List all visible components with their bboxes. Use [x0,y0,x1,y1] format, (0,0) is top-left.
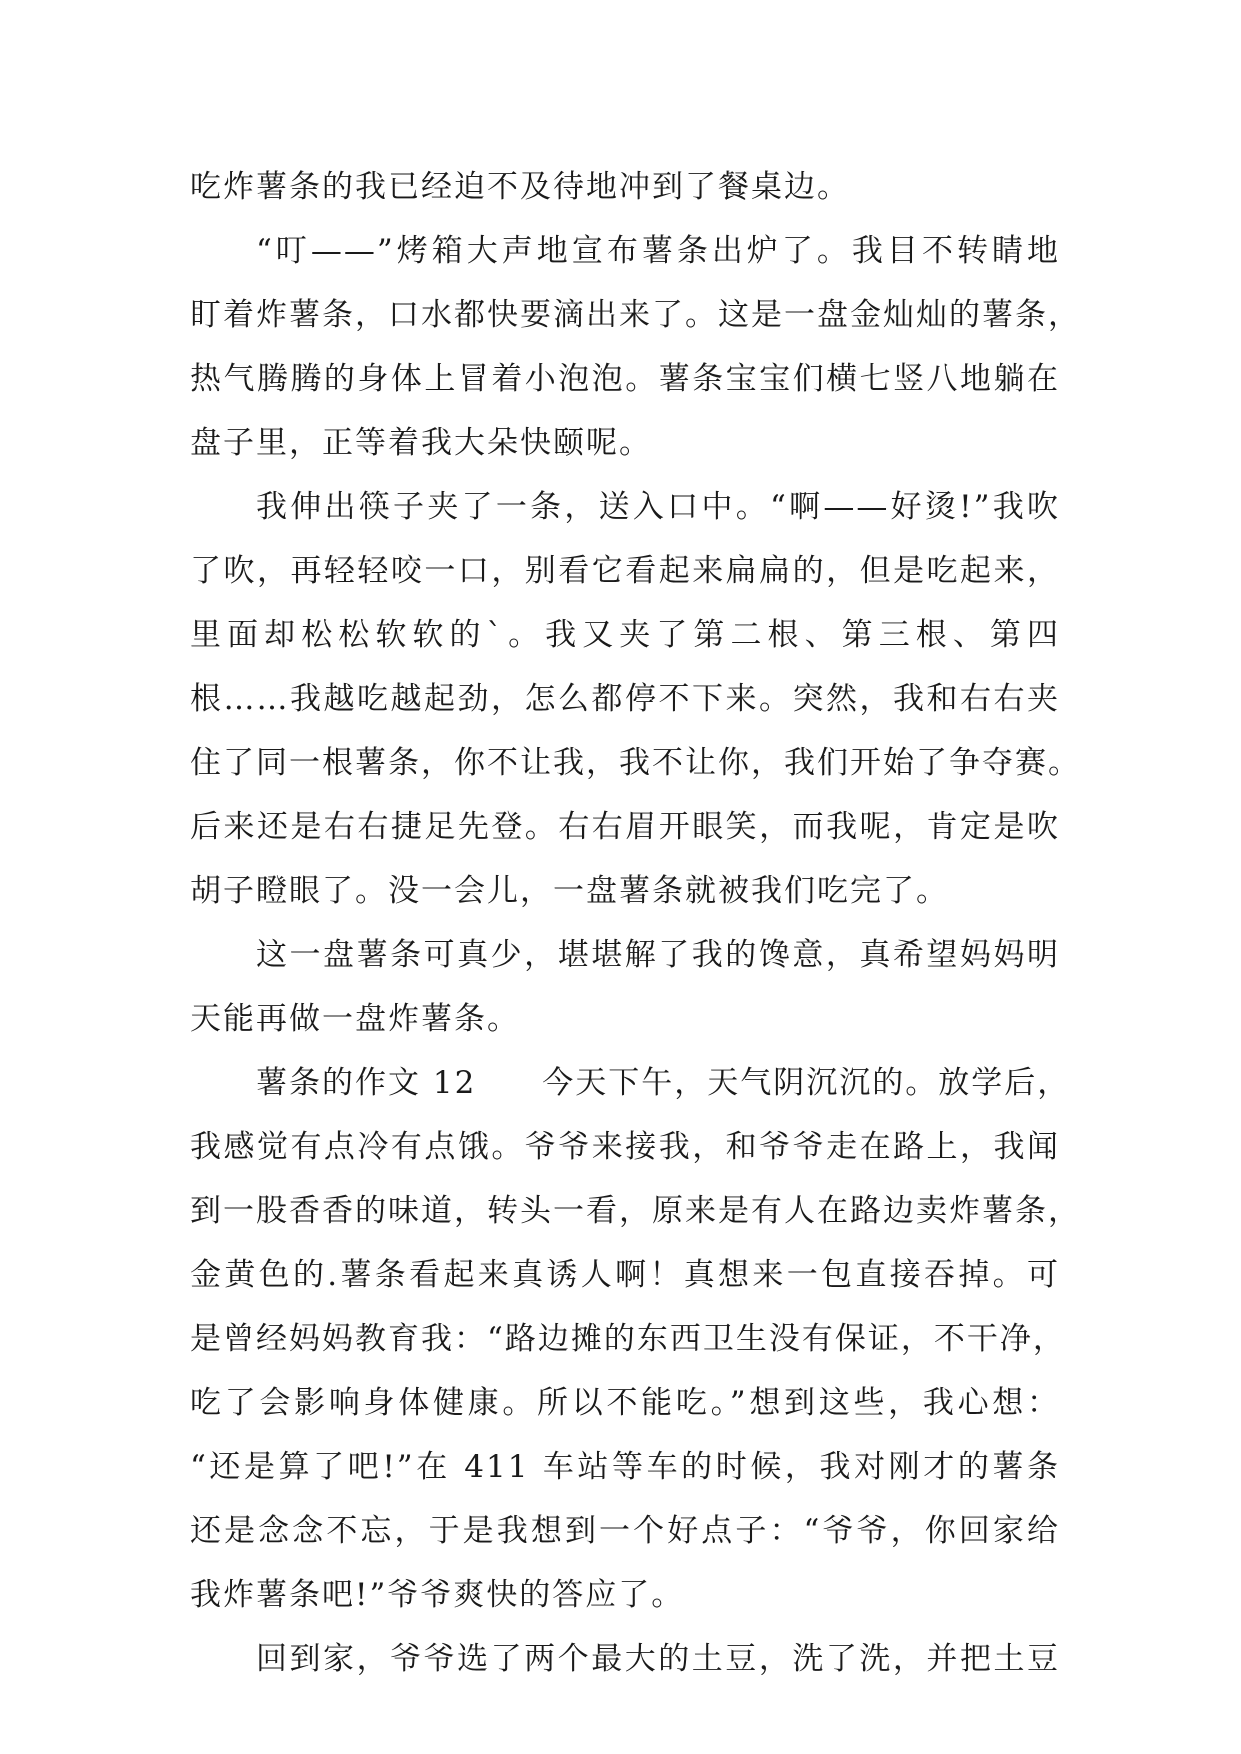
text-line: “还是算了吧!”在 411 车站等车的时候，我对刚才的薯条 [190,1449,1060,1485]
text-line: 是曾经妈妈教育我：“路边摊的东西卫生没有保证，不干净， [190,1321,1066,1357]
text-line: 薯条的作文 12 今天下午，天气阴沉沉的。放学后， [256,1065,1071,1101]
text-line: 天能再做一盘炸薯条。 [190,1001,520,1037]
text-line: 我感觉有点冷有点饿。爷爷来接我，和爷爷走在路上，我闻 [190,1129,1060,1165]
text-line: 盘子里，正等着我大朵快颐呢。 [190,425,652,461]
text-line: 回到家，爷爷选了两个最大的土豆，洗了洗，并把土豆 [256,1641,1060,1677]
text-line: 金黄色的.薯条看起来真诱人啊！真想来一包直接吞掉。可 [190,1257,1060,1293]
text-line: 根……我越吃越起劲，怎么都停不下来。突然，我和右右夹 [190,681,1060,717]
text-line: 我炸薯条吧!”爷爷爽快的答应了。 [190,1577,685,1613]
text-line: 吃了会影响身体健康。所以不能吃。”想到这些，我心想： [190,1385,1060,1421]
text-line: 胡子瞪眼了。没一会儿，一盘薯条就被我们吃完了。 [190,873,949,909]
text-line: 还是念念不忘，于是我想到一个好点子：“爷爷，你回家给 [190,1513,1060,1549]
text-line: 这一盘薯条可真少，堪堪解了我的馋意，真希望妈妈明 [256,937,1060,973]
text-line: 热气腾腾的身体上冒着小泡泡。薯条宝宝们横七竖八地躺在 [190,361,1060,397]
text-line: 吃炸薯条的我已经迫不及待地冲到了餐桌边。 [190,169,850,205]
text-line: “叮——”烤箱大声地宣布薯条出炉了。我目不转睛地 [256,233,1060,269]
text-line: 后来还是右右捷足先登。右右眉开眼笑，而我呢，肯定是吹 [190,809,1060,845]
text-line: 到一股香香的味道，转头一看，原来是有人在路边卖炸薯条， [190,1193,1081,1229]
text-line: 里面却松松软软的`。我又夹了第二根、第三根、第四 [190,617,1060,653]
text-line: 住了同一根薯条，你不让我，我不让你，我们开始了争夺赛。 [190,745,1081,781]
text-line: 了吹，再轻轻咬一口，别看它看起来扁扁的，但是吃起来， [190,553,1060,589]
text-line: 盯着炸薯条，口水都快要滴出来了。这是一盘金灿灿的薯条， [190,297,1081,333]
text-line: 我伸出筷子夹了一条，送入口中。“啊——好烫!”我吹 [256,489,1060,525]
document-body [190,155,1081,1691]
